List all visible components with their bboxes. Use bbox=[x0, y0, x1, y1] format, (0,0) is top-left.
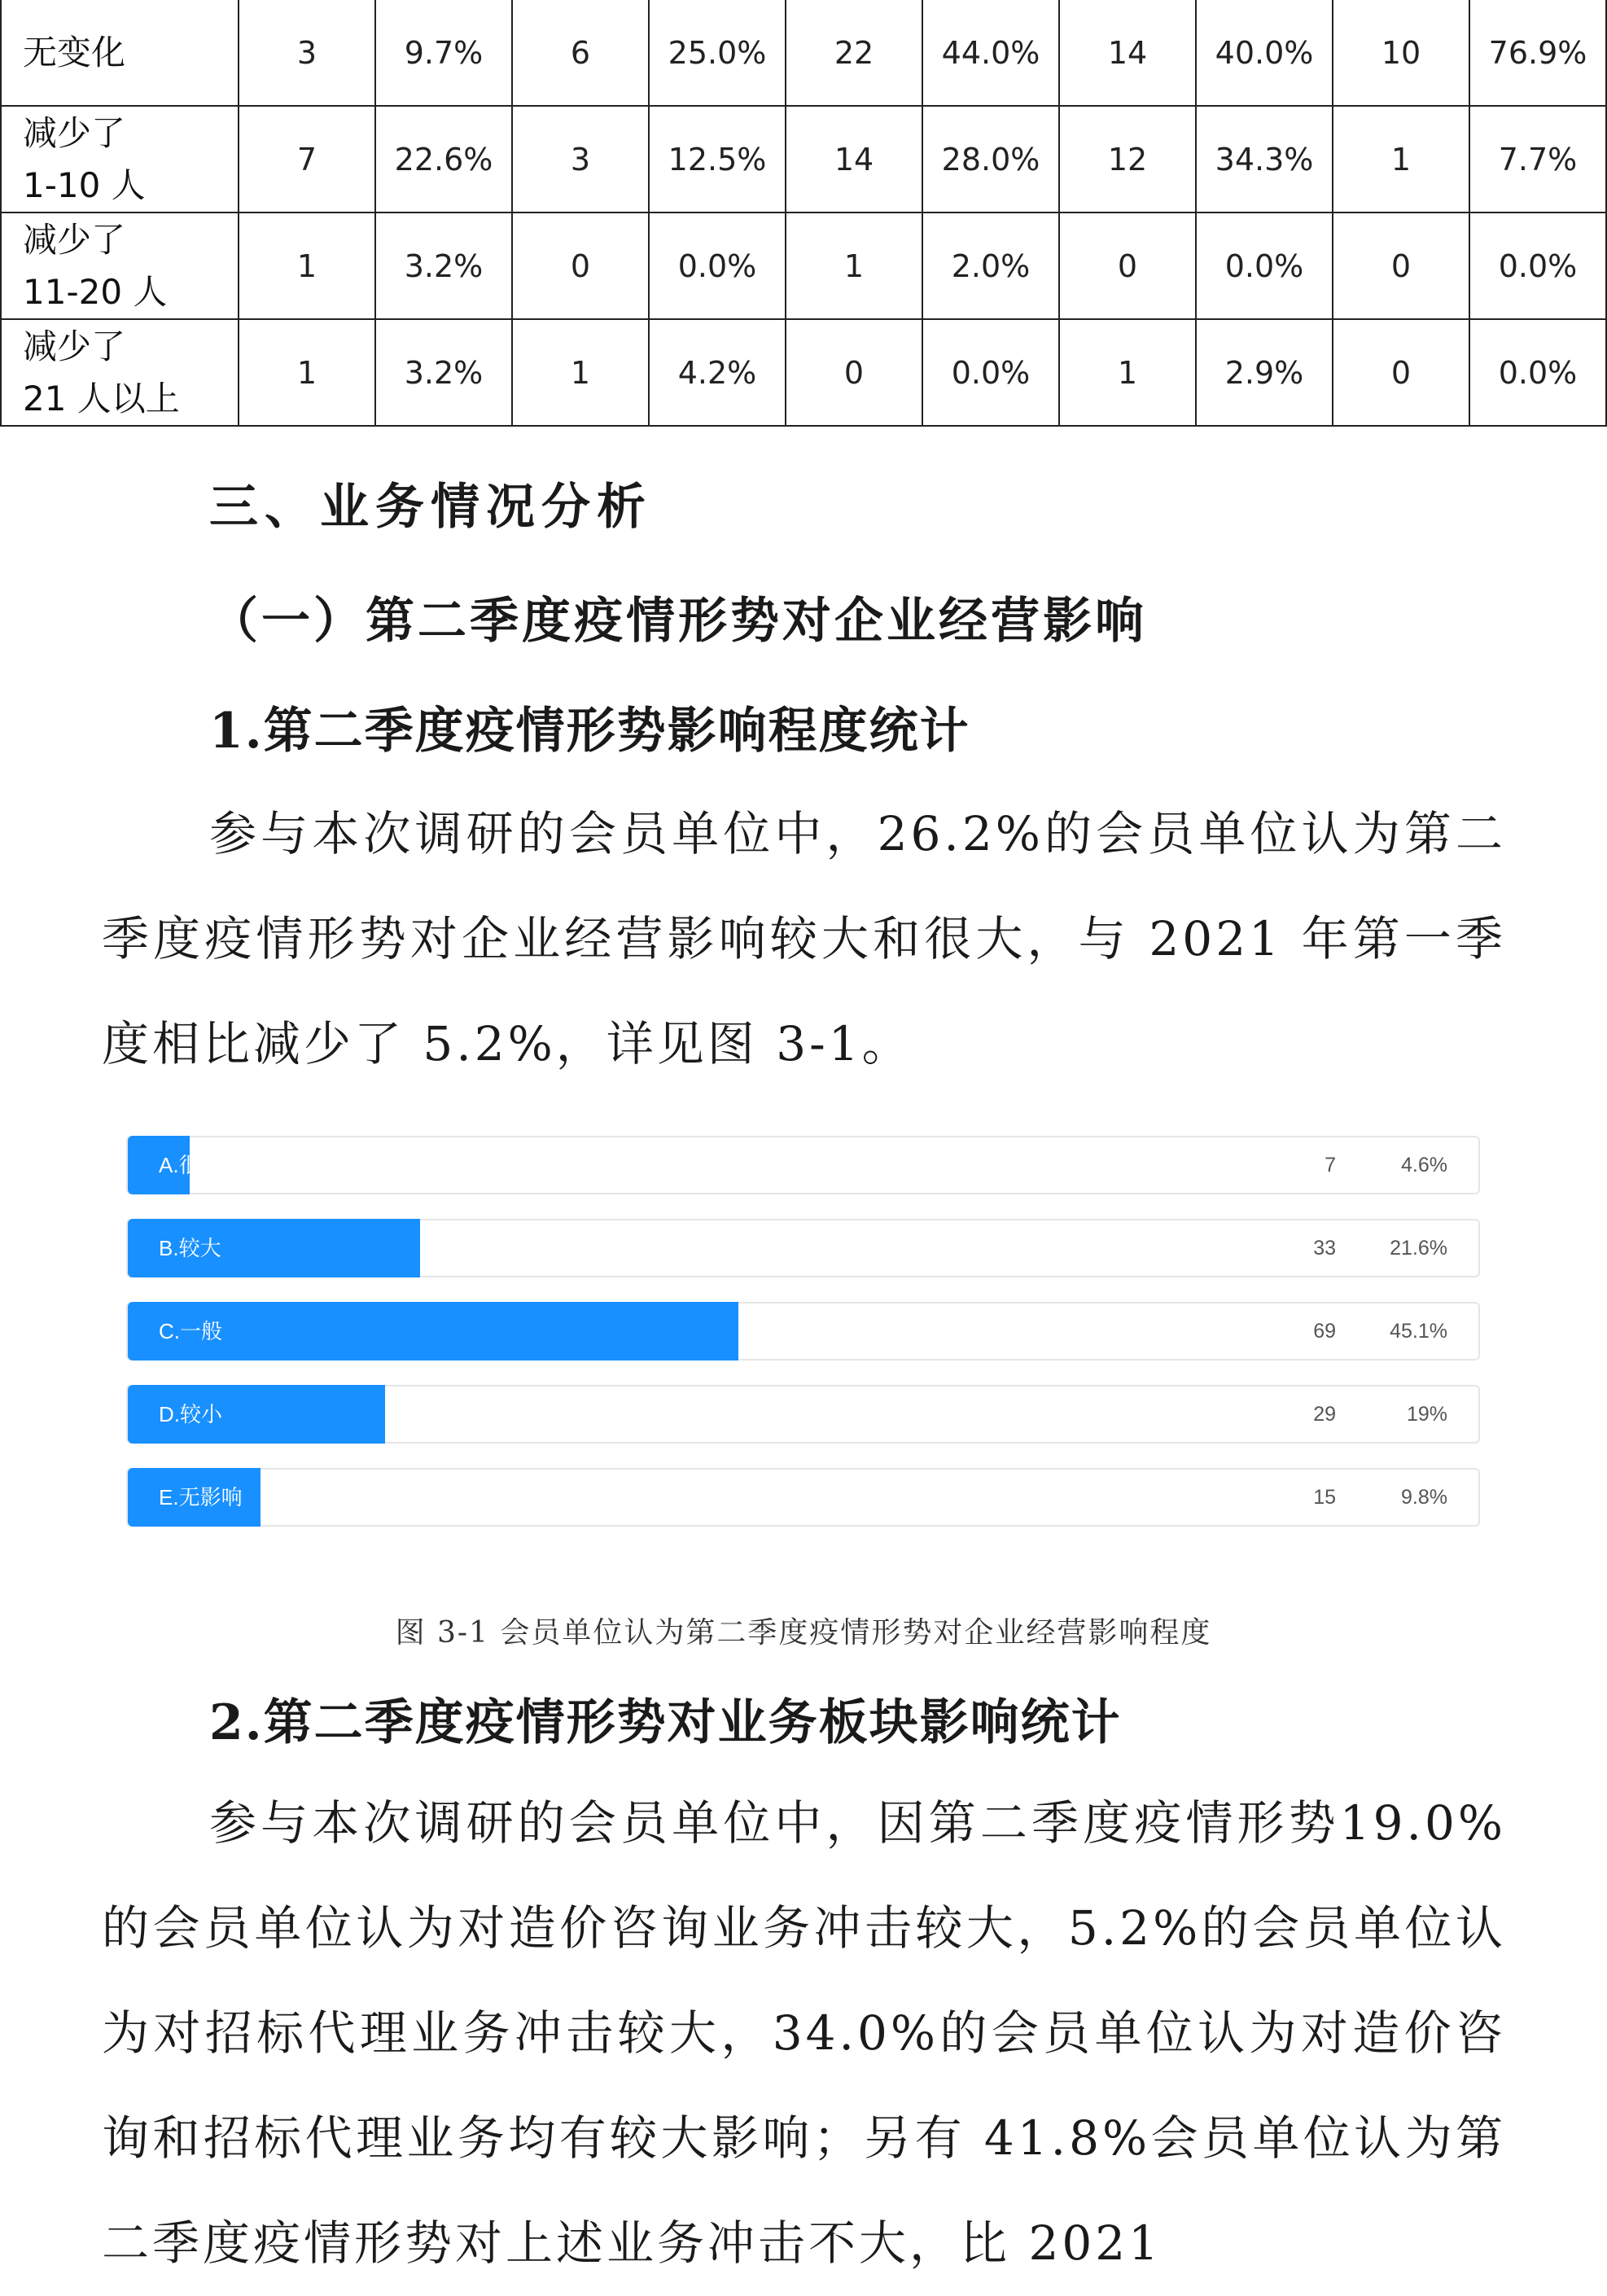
table-cell: 10 bbox=[1333, 0, 1469, 106]
table-cell: 34.3% bbox=[1196, 106, 1333, 213]
paragraph-1: 参与本次调研的会员单位中，26.2%的会员单位认为第二季度疫情形势对企业经营影响较大和很大，与 2021 年第一季度相比减少了 5.2%，详见图 3-1。 bbox=[102, 806, 1506, 1071]
percent-label: 45.1% bbox=[1390, 1320, 1447, 1343]
count-label: 7 bbox=[1325, 1154, 1336, 1176]
row-label: 无变化 bbox=[1, 0, 239, 106]
staff-change-table bbox=[0, 0, 1607, 427]
table-cell: 7.7% bbox=[1469, 106, 1606, 213]
table-cell: 76.9% bbox=[1469, 0, 1606, 106]
table-cell: 14 bbox=[1059, 0, 1196, 106]
table-cell: 0.0% bbox=[649, 213, 786, 319]
table-cell: 40.0% bbox=[1196, 0, 1333, 106]
table-cell: 28.0% bbox=[922, 106, 1059, 213]
table-cell: 0.0% bbox=[1469, 213, 1606, 319]
table-cell: 3 bbox=[512, 106, 649, 213]
chart-row bbox=[126, 1136, 1480, 1194]
percent-label: 21.6% bbox=[1390, 1237, 1447, 1260]
table-cell: 0.0% bbox=[1469, 319, 1606, 426]
table-cell: 2.0% bbox=[922, 213, 1059, 319]
table-row bbox=[1, 319, 1606, 426]
category-label: B.较大 bbox=[159, 1236, 221, 1260]
table-cell: 1 bbox=[239, 319, 375, 426]
table-cell: 44.0% bbox=[922, 0, 1059, 106]
percent-label: 19% bbox=[1406, 1403, 1447, 1426]
count-label: 69 bbox=[1313, 1320, 1336, 1343]
chart-row bbox=[126, 1385, 1480, 1444]
paragraph-2: 参与本次调研的会员单位中，因第二季度疫情形势19.0%的会员单位认为对造价咨询业务冲击较大，5.2%的会员单位认为对招标代理业务冲击较大，34.0%的会员单位认为对造价咨询和招标代理业务均有较大影响；另有 41.8%会员单位认为第二季度疫情形势对上述业务冲击不大，比 2021 bbox=[102, 1795, 1506, 2271]
percent-label: 9.8% bbox=[1401, 1486, 1447, 1509]
count-label: 15 bbox=[1313, 1486, 1336, 1509]
table-cell: 14 bbox=[786, 106, 922, 213]
section-title: 三、业务情况分析 bbox=[209, 479, 652, 536]
table-cell: 0 bbox=[1333, 319, 1469, 426]
table-cell: 0.0% bbox=[1196, 213, 1333, 319]
table-cell: 22 bbox=[786, 0, 922, 106]
table-cell: 0 bbox=[512, 213, 649, 319]
table-cell: 3 bbox=[239, 0, 375, 106]
table-cell: 12.5% bbox=[649, 106, 786, 213]
table-cell: 2.9% bbox=[1196, 319, 1333, 426]
table-cell: 1 bbox=[239, 213, 375, 319]
impact-bar-chart bbox=[126, 1136, 1482, 1543]
subsection-title: （一）第二季度疫情形势对企业经营影响 bbox=[209, 593, 1147, 650]
percent-label: 4.6% bbox=[1401, 1154, 1447, 1176]
table-cell: 3.2% bbox=[375, 213, 512, 319]
table-cell: 22.6% bbox=[375, 106, 512, 213]
category-label: C.一般 bbox=[159, 1319, 223, 1343]
table-cell: 1 bbox=[786, 213, 922, 319]
chart-row bbox=[126, 1302, 1480, 1361]
item2-title: 2.第二季度疫情形势对业务板块影响统计 bbox=[209, 1694, 1122, 1751]
table-cell: 1 bbox=[1059, 319, 1196, 426]
table-cell: 0.0% bbox=[922, 319, 1059, 426]
table-cell: 4.2% bbox=[649, 319, 786, 426]
table-cell: 7 bbox=[239, 106, 375, 213]
table-row bbox=[1, 0, 1606, 106]
table-cell: 12 bbox=[1059, 106, 1196, 213]
table-cell: 0 bbox=[1059, 213, 1196, 319]
table-cell: 25.0% bbox=[649, 0, 786, 106]
table-cell: 3.2% bbox=[375, 319, 512, 426]
item1-title: 1.第二季度疫情形势影响程度统计 bbox=[209, 703, 970, 760]
row-label: 减少了 21 人以上 bbox=[1, 319, 239, 426]
table-cell: 0 bbox=[1333, 213, 1469, 319]
count-label: 33 bbox=[1313, 1237, 1336, 1260]
chart-row bbox=[126, 1468, 1480, 1527]
row-label: 减少了 1-10 人 bbox=[1, 106, 239, 213]
row-label: 减少了 11-20 人 bbox=[1, 213, 239, 319]
chart-row bbox=[126, 1219, 1480, 1277]
category-label: A.很大 bbox=[159, 1153, 221, 1177]
table-cell: 0 bbox=[786, 319, 922, 426]
count-label: 29 bbox=[1313, 1403, 1336, 1426]
table-cell: 1 bbox=[1333, 106, 1469, 213]
table-cell: 1 bbox=[512, 319, 649, 426]
category-label: E.无影响 bbox=[159, 1485, 243, 1509]
table-cell: 6 bbox=[512, 0, 649, 106]
figure-caption: 图 3-1 会员单位认为第二季度疫情形势对企业经营影响程度 bbox=[395, 1616, 1212, 1650]
category-label: D.较小 bbox=[159, 1402, 223, 1426]
table-cell: 9.7% bbox=[375, 0, 512, 106]
table-row bbox=[1, 106, 1606, 213]
table-row bbox=[1, 213, 1606, 319]
